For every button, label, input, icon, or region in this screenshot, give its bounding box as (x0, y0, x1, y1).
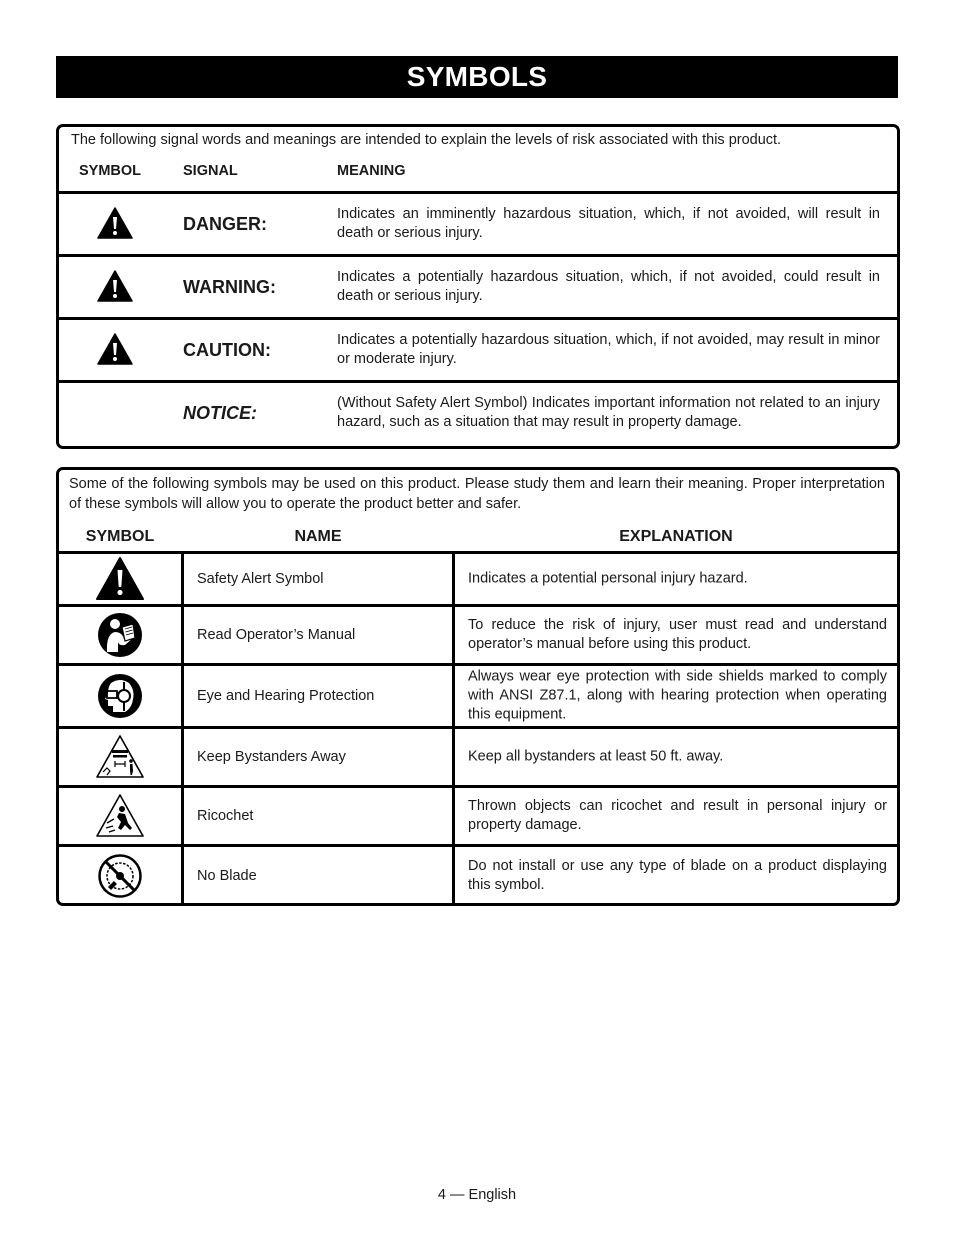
explanation-cell (455, 788, 897, 844)
keep-bystanders-away-icon (95, 734, 145, 780)
safety-alert-triangle-icon (95, 556, 145, 602)
symbol-cell (59, 554, 184, 604)
table-row (59, 785, 897, 844)
explanation-cell (455, 554, 897, 604)
table-row (59, 551, 897, 604)
signal-meaning: (Without Safety Alert Symbol) Indicates important information not related to an injury hazard, such as a situation that may result in property damage. (337, 395, 880, 430)
safety-alert-triangle-icon (97, 207, 133, 239)
symbol-explanation: Do not install or use any type of blade on a product displaying this symbol. (468, 858, 887, 893)
page-footer: 4 — English (437, 1187, 517, 1203)
safety-alert-triangle-icon (97, 270, 133, 302)
symbol-name: Ricochet (197, 808, 254, 824)
name-cell (184, 729, 455, 785)
signal-meaning: Indicates a potentially hazardous situation, which, if not avoided, may result in minor or moderate injury. (337, 332, 880, 367)
symbols-intro: Some of the following symbols may be used on this product. Please study them and learn their meaning. Proper interpretation of these symbols will allow you to operate the product better and safer. (69, 476, 885, 512)
symbol-cell (59, 607, 184, 663)
header-symbol: SYMBOL (79, 163, 142, 179)
name-cell (184, 847, 455, 905)
signal-word: CAUTION: (183, 340, 271, 360)
signal-meaning: Indicates an imminently hazardous situation, which, if not avoided, will result in death or serious injury. (337, 206, 880, 241)
signal-meaning: Indicates a potentially hazardous situation, which, if not avoided, could result in death or serious injury. (337, 269, 880, 304)
name-cell (184, 554, 455, 604)
symbol-name: Keep Bystanders Away (197, 749, 346, 765)
eye-hearing-protection-icon (95, 673, 145, 719)
signal-intro: The following signal words and meanings are intended to explain the levels of risk associated with this product. (71, 132, 782, 148)
signal-row-danger (59, 191, 897, 254)
symbol-cell (59, 788, 184, 844)
explanation-cell (455, 607, 897, 663)
explanation-cell (455, 666, 897, 726)
name-cell (184, 666, 455, 726)
table-row (59, 726, 897, 785)
read-manual-icon (95, 612, 145, 658)
table-row (59, 604, 897, 663)
name-cell (184, 788, 455, 844)
symbol-name: No Blade (197, 868, 257, 884)
symbol-cell (59, 666, 184, 726)
symbol-explanation: Indicates a potential personal injury hazard. (468, 570, 748, 587)
symbol-cell (59, 847, 184, 905)
symbol-explanation: Keep all bystanders at least 50 ft. away. (468, 748, 724, 765)
header-name: NAME (294, 528, 342, 545)
no-blade-icon (95, 853, 145, 899)
safety-alert-triangle-icon (97, 333, 133, 365)
name-cell (184, 607, 455, 663)
explanation-cell (455, 729, 897, 785)
signal-word: WARNING: (183, 277, 276, 297)
header-explanation: EXPLANATION (619, 528, 733, 545)
signal-word: NOTICE: (183, 403, 257, 423)
page-title: SYMBOLS (56, 56, 898, 98)
symbol-name: Read Operator’s Manual (197, 627, 356, 643)
ricochet-icon (95, 793, 145, 839)
symbol-name: Eye and Hearing Protection (197, 688, 375, 704)
signal-row-notice (59, 380, 897, 443)
table-row (59, 663, 897, 726)
symbol-cell (59, 729, 184, 785)
header-meaning: MEANING (337, 163, 406, 179)
signal-word: DANGER: (183, 214, 267, 234)
table-row (59, 844, 897, 905)
header-signal: SIGNAL (183, 163, 238, 179)
header-symbol: SYMBOL (85, 528, 155, 545)
symbol-name: Safety Alert Symbol (197, 571, 324, 587)
explanation-cell (455, 847, 897, 905)
signal-row-warning (59, 254, 897, 317)
symbols-table (56, 467, 900, 906)
signal-row-caution (59, 317, 897, 380)
symbol-explanation: To reduce the risk of injury, user must read and understand operator’s manual before using this product. (468, 617, 887, 652)
signal-words-table (56, 124, 900, 449)
symbol-explanation: Thrown objects can ricochet and result in personal injury or property damage. (468, 798, 887, 833)
symbol-explanation: Always wear eye protection with side shields marked to comply with ANSI Z87.1, along with hearing protection when operating this equipment. (468, 668, 887, 723)
